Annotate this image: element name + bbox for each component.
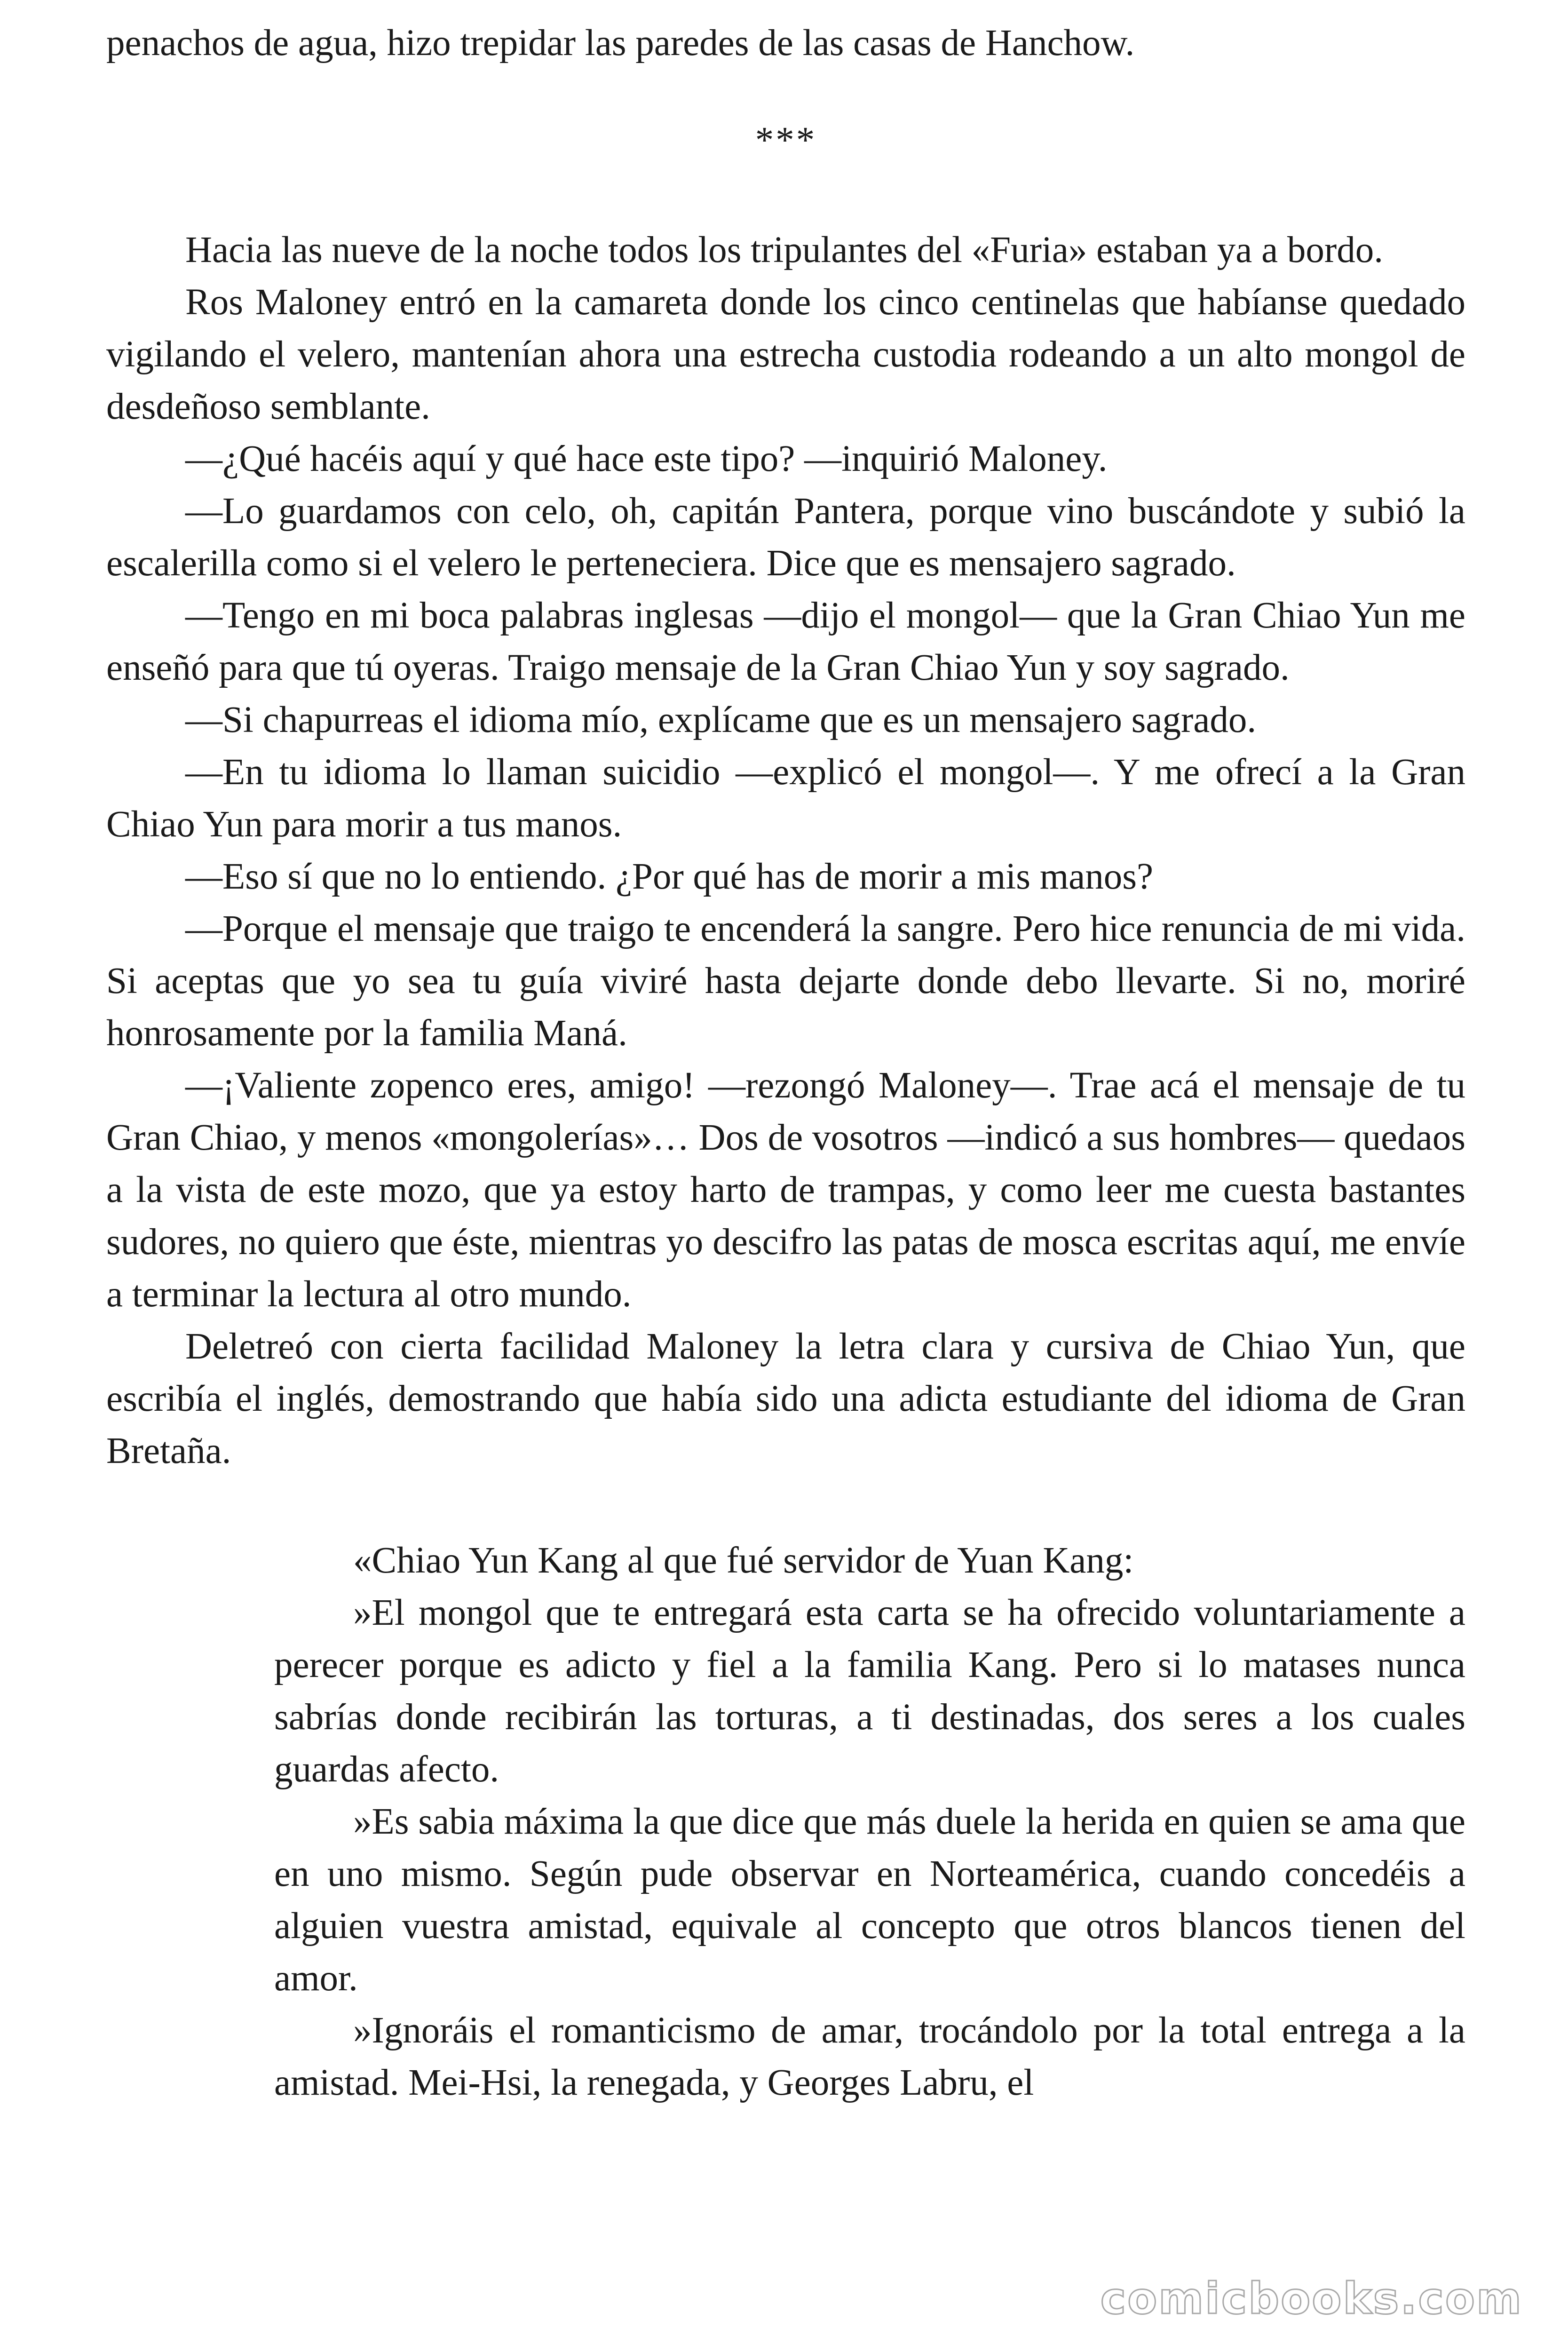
letter-salutation: «Chiao Yun Kang al que fué servidor de Yuan Kang: <box>353 1540 1134 1581</box>
section-separator: *** <box>755 120 817 161</box>
paragraph: —Porque el mensaje que traigo te encenderá la sangre. Pero hice renuncia de mi vida. Si aceptas que yo sea tu guía viviré hasta dejarte donde debo llevarte. Si no, moriré honrosamente por la familia Maná. <box>106 908 1465 1054</box>
watermark: comicbooks.com <box>1100 2273 1523 2324</box>
letter-paragraph: »El mongol que te entregará esta carta se ha ofrecido voluntariamente a perecer porque es adicto y fiel a la familia Kang. Pero si lo matases nunca sabrías donde recibirán las torturas, a ti destinadas, dos seres a los cuales guardas afecto. <box>274 1592 1465 1790</box>
page-body <box>106 17 1465 2109</box>
paragraph: Ros Maloney entró en la camareta donde los cinco centinelas que habíanse quedado vigilando el velero, mantenían ahora una estrecha custodia rodeando a un alto mongol de desdeñoso semblante. <box>106 282 1465 427</box>
paragraph: —Tengo en mi boca palabras inglesas —dijo el mongol— que la Gran Chiao Yun me enseñó para que tú oyeras. Traigo mensaje de la Gran Chiao Yun y soy sagrado. <box>106 595 1465 688</box>
paragraph: —Si chapurreas el idioma mío, explícame que es un mensajero sagrado. <box>185 699 1257 740</box>
paragraph: Deletreó con cierta facilidad Maloney la letra clara y cursiva de Chiao Yun, que escribía el inglés, demostrando que había sido una adicta estudiante del idioma de Gran Bretaña. <box>106 1326 1465 1471</box>
paragraph: —¡Valiente zopenco eres, amigo! —rezongó Maloney—. Trae acá el mensaje de tu Gran Chiao, y menos «mongolerías»… Dos de vosotros —indicó a sus hombres— quedaos a la vista de este mozo, que ya estoy harto de trampas, y como leer me cuesta bastantes sudores, no quiero que éste, mientras yo descifro las patas de mosca escritas aquí, me envíe a terminar la lectura al otro mundo. <box>106 1065 1465 1315</box>
letter-paragraph: »Ignoráis el romanticismo de amar, trocándolo por la total entrega a la amistad. Mei-Hsi, la renegada, y Georges Labru, el <box>274 2010 1465 2103</box>
quoted-letter <box>274 1534 1465 2109</box>
paragraph: —En tu idioma lo llaman suicidio —explicó el mongol—. Y me ofrecí a la Gran Chiao Yun para morir a tus manos. <box>106 752 1465 845</box>
paragraph: —Eso sí que no lo entiendo. ¿Por qué has de morir a mis manos? <box>185 856 1154 897</box>
paragraph: —¿Qué hacéis aquí y qué hace este tipo? —inquirió Maloney. <box>185 438 1108 479</box>
letter-paragraph: »Es sabia máxima la que dice que más duele la herida en quien se ama que en uno mismo. Según pude observar en Norteamérica, cuando concedéis a alguien vuestra amistad, equivale al concepto que otros blancos tienen del amor. <box>274 1801 1465 1999</box>
paragraph: —Lo guardamos con celo, oh, capitán Pantera, porque vino buscándote y subió la escalerilla como si el velero le perteneciera. Dice que es mensajero sagrado. <box>106 491 1465 584</box>
continuation-line: penachos de agua, hizo trepidar las paredes de las casas de Hanchow. <box>106 23 1135 64</box>
paragraph: Hacia las nueve de la noche todos los tripulantes del «Furia» estaban ya a bordo. <box>185 230 1383 270</box>
